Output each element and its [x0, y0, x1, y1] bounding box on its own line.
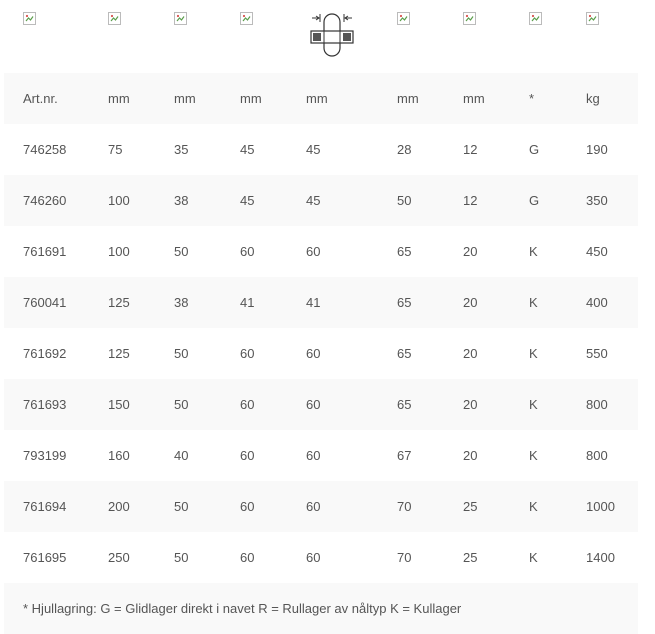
product-spec-table: [4, 0, 638, 634]
table-cell: 65: [397, 397, 412, 412]
table-row: [4, 226, 638, 277]
broken-image-icon: [463, 12, 476, 25]
table-cell: 50: [397, 193, 412, 208]
table-cell: K: [529, 499, 538, 514]
table-cell: 70: [397, 499, 412, 514]
broken-image-icon: [240, 12, 253, 25]
table-cell: G: [529, 193, 540, 208]
table-cell: 550: [586, 346, 608, 361]
table-cell: 25: [463, 499, 478, 514]
table-cell: 60: [240, 397, 255, 412]
table-cell: G: [529, 142, 540, 157]
table-cell: 20: [463, 346, 478, 361]
table-cell: 1000: [586, 499, 615, 514]
table-row: [4, 532, 638, 583]
table-cell: 50: [174, 397, 189, 412]
table-cell: 793199: [23, 448, 67, 463]
table-cell: 65: [397, 346, 412, 361]
header-cell-unit: mm: [108, 91, 130, 106]
table-cell: K: [529, 550, 538, 565]
table-cell: 350: [586, 193, 608, 208]
table-row: [4, 379, 638, 430]
table-cell: 60: [306, 448, 321, 463]
table-cell: 746258: [23, 142, 67, 157]
table-cell: 70: [397, 550, 412, 565]
table-cell: 800: [586, 448, 608, 463]
table-cell: 50: [174, 346, 189, 361]
table-row: [4, 175, 638, 226]
table-cell: 400: [586, 295, 608, 310]
table-cell: 125: [108, 346, 130, 361]
header-cell-unit: mm: [306, 91, 328, 106]
table-cell: 45: [240, 193, 255, 208]
table-row: [4, 430, 638, 481]
table-cell: K: [529, 397, 538, 412]
header-cell-unit: mm: [463, 91, 485, 106]
table-cell: 40: [174, 448, 189, 463]
table-cell: 45: [306, 193, 321, 208]
header-cell-unit: mm: [174, 91, 196, 106]
table-cell: 761691: [23, 244, 67, 259]
table-cell: K: [529, 295, 538, 310]
table-cell: K: [529, 346, 538, 361]
table-cell: 150: [108, 397, 130, 412]
table-cell: 761695: [23, 550, 67, 565]
header-cell-unit: mm: [240, 91, 262, 106]
table-cell: 746260: [23, 193, 67, 208]
broken-image-icon: [586, 12, 599, 25]
bearing-footnote: [4, 583, 638, 634]
table-cell: 100: [108, 244, 130, 259]
table-cell: 190: [586, 142, 608, 157]
header-cell-load: kg: [586, 91, 600, 106]
header-icon-row: [4, 0, 638, 73]
table-cell: 38: [174, 295, 189, 310]
table-cell: 60: [240, 244, 255, 259]
table-cell: 41: [306, 295, 321, 310]
table-cell: 1400: [586, 550, 615, 565]
table-cell: 761692: [23, 346, 67, 361]
table-cell: 38: [174, 193, 189, 208]
units-row: [4, 73, 638, 124]
table-cell: 60: [306, 244, 321, 259]
header-cell-bearing: *: [529, 91, 535, 106]
table-cell: 50: [174, 499, 189, 514]
table-cell: 60: [306, 499, 321, 514]
table-cell: 761693: [23, 397, 67, 412]
table-cell: 200: [108, 499, 130, 514]
table-cell: 60: [240, 499, 255, 514]
broken-image-icon: [174, 12, 187, 25]
table-cell: 50: [174, 550, 189, 565]
table-cell: 25: [463, 550, 478, 565]
table-cell: 12: [463, 142, 478, 157]
table-cell: 45: [306, 142, 321, 157]
table-cell: 60: [240, 448, 255, 463]
table-cell: 67: [397, 448, 412, 463]
table-cell: 20: [463, 295, 478, 310]
table-cell: 20: [463, 397, 478, 412]
table-row: [4, 124, 638, 175]
table-cell: 60: [306, 346, 321, 361]
table-cell: 60: [306, 550, 321, 565]
table-cell: 60: [240, 550, 255, 565]
table-cell: 20: [463, 448, 478, 463]
table-cell: 761694: [23, 499, 67, 514]
table-cell: 760041: [23, 295, 67, 310]
table-cell: 50: [174, 244, 189, 259]
table-cell: 450: [586, 244, 608, 259]
footnote-text: * Hjullagring: G = Glidlager direkt i navet R = Rullager av nåltyp K = Kullager: [23, 601, 462, 616]
table-cell: 35: [174, 142, 189, 157]
broken-image-icon: [397, 12, 410, 25]
table-cell: K: [529, 448, 538, 463]
table-cell: 65: [397, 295, 412, 310]
table-cell: 20: [463, 244, 478, 259]
table-cell: 75: [108, 142, 123, 157]
table-cell: K: [529, 244, 538, 259]
table-row: [4, 481, 638, 532]
table-cell: 45: [240, 142, 255, 157]
broken-image-icon: [529, 12, 542, 25]
header-cell-unit: mm: [397, 91, 419, 106]
table-row: [4, 328, 638, 379]
table-cell: 250: [108, 550, 130, 565]
table-cell: 800: [586, 397, 608, 412]
table-cell: 41: [240, 295, 255, 310]
table-cell: 125: [108, 295, 130, 310]
table-cell: 28: [397, 142, 412, 157]
broken-image-icon: [108, 12, 121, 25]
table-cell: 160: [108, 448, 130, 463]
table-cell: 65: [397, 244, 412, 259]
table-cell: 100: [108, 193, 130, 208]
bearing-width-diagram: [308, 12, 356, 62]
table-cell: 60: [240, 346, 255, 361]
header-cell-article-number: Art.nr.: [23, 91, 58, 106]
table-row: [4, 277, 638, 328]
table-cell: 12: [463, 193, 478, 208]
table-cell: 60: [306, 397, 321, 412]
broken-image-icon: [23, 12, 36, 25]
